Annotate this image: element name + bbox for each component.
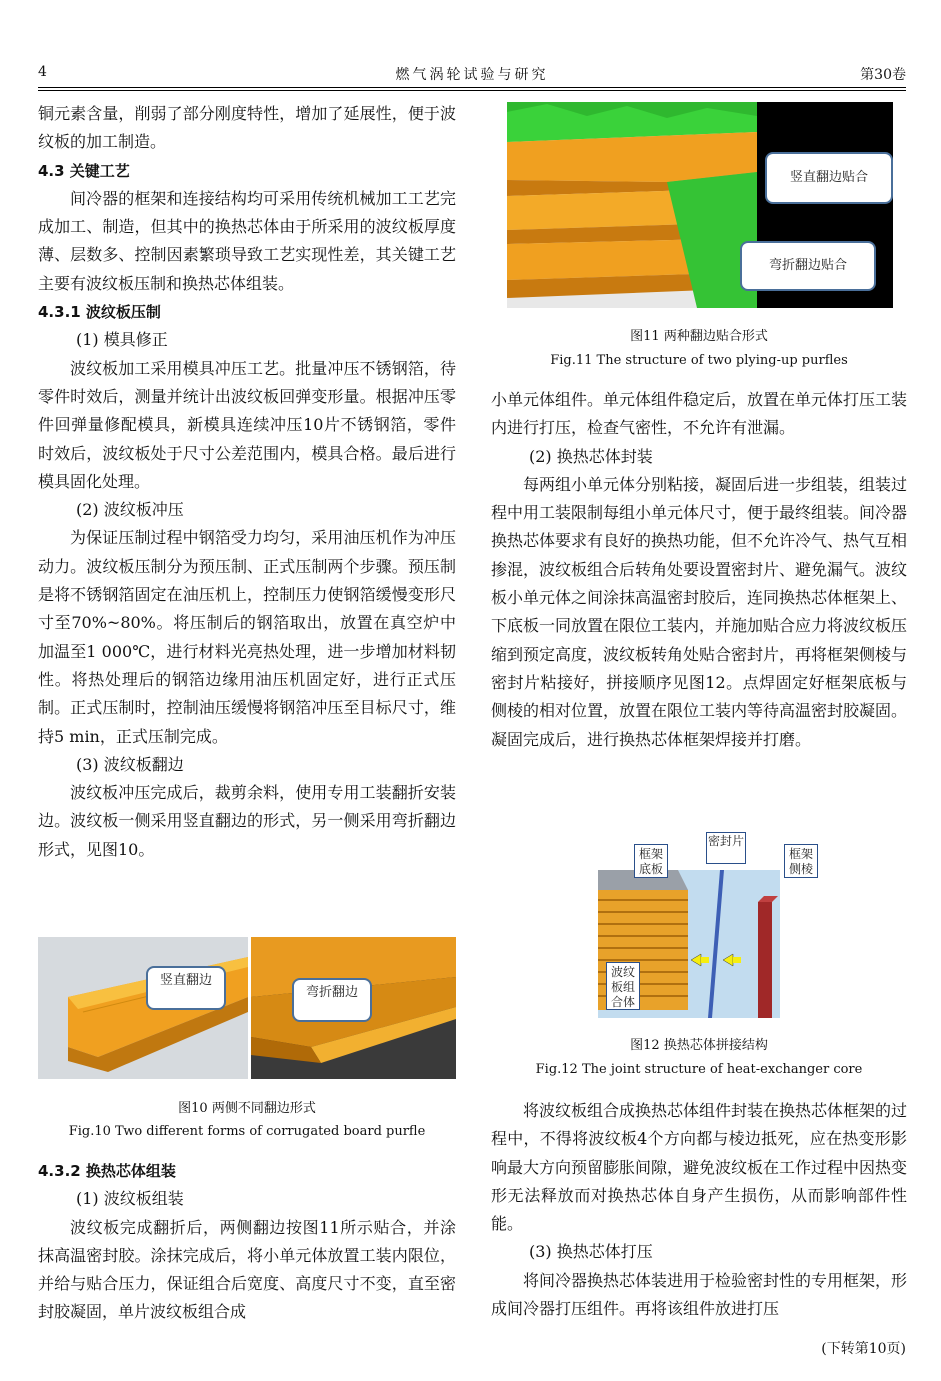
section-heading-4-3-1: 4.3.1 波纹板压制 <box>38 303 161 322</box>
left-column <box>38 100 456 864</box>
subheading-stamping: (2) 波纹板冲压 <box>76 500 184 520</box>
figure-11-caption-en: Fig.11 The structure of two plying-up purfles <box>550 353 848 368</box>
paragraph-4-3: 间冷器的框架和连接结构均可采用传统机械加工工艺完成加工、制造，但其中的换热芯体由于所采用的波纹板厚度薄、层数多、控制因素繁琐导致工艺实现性差，其关键工艺主要有波纹板压制和换热芯体组装。 <box>38 188 456 293</box>
paragraph-mold: 波纹板加工采用模具冲压工艺。批量冲压不锈钢箔，待零件时效后，测量并统计出波纹板回弹变形量。根据冲压零件回弹量修配模具，新模具连续冲压10片不锈钢箔，零件时效后，波纹板处于尺寸公差范围内，模具合格。最后进行模具固化处理。 <box>38 358 456 491</box>
figure-12-label-edge: 框架侧棱 <box>784 844 818 878</box>
figure-10-label-bent-flange: 弯折翻边 <box>292 978 372 1022</box>
paragraph-encapsulation: 每两组小单元体分别粘接，凝固后进一步组装，组装过程中用工装限制每组小单元体尺寸，便于最终组装。间冷器换热芯体要求有良好的换热功能，但不允许冷气、热气互相掺混，波纹板组合后转角处要设置密封片、避免漏气。波纹板小单元体之间涂抹高温密封胶后，连同换热芯体框架上、下底板一同放置在限位工装内，并施加贴合应力将波纹板压缩到预定高度，波纹板转角处贴合密封片，再将框架侧棱与密封片粘接好，拼接顺序见图12。点焊固定好框架底板与侧棱的相对位置，放置在限位工装内等待高温密封胶凝固。凝固完成后，进行换热芯体框架焊接并打磨。 <box>491 474 908 749</box>
figure-12-label-seal: 密封片 <box>706 832 746 864</box>
subheading-flanging: (3) 波纹板翻边 <box>76 754 184 774</box>
figure-10-label-vertical-flange: 竖直翻边 <box>146 966 226 1010</box>
figure-12-caption-cn: 图12 换热芯体拼接结构 <box>630 1038 768 1053</box>
right-column-bottom <box>491 1097 907 1323</box>
paragraph-flanging: 波纹板冲压完成后，裁剪余料，使用专用工装翻折安装边。波纹板一侧采用竖直翻边的形式，另一侧采用弯折翻边形式，见图10。 <box>38 783 456 859</box>
page-number: 4 <box>38 64 47 80</box>
figure-12-label-frame-base: 框架底板 <box>634 844 668 878</box>
paragraph-continued: 小单元体组件。单元体组件稳定后，放置在单元体打压工装内进行打压，检查气密性，不允许有泄漏。 <box>491 390 908 438</box>
figure-11-label-bent: 弯折翻边贴合 <box>740 241 876 291</box>
intro-paragraph: 铜元素含量，削弱了部分刚度特性，增加了延展性，便于波纹板的加工制造。 <box>38 104 456 152</box>
page-header <box>38 64 906 84</box>
subheading-mold: (1) 模具修正 <box>76 330 168 350</box>
figure-11-caption-cn: 图11 两种翻边贴合形式 <box>630 329 768 344</box>
continued-note: (下转第10页) <box>821 1341 906 1357</box>
journal-title: 燃气涡轮试验与研究 <box>395 67 549 83</box>
paragraph-assembly: 波纹板完成翻折后，两侧翻边按图11所示贴合，并涂抹高温密封胶。涂抹完成后，将小单元体放置工装内限位，并给与贴合压力，保证组合后宽度、高度尺寸不变，直至密封胶凝固，单片波纹板组合成 <box>38 1217 456 1322</box>
paragraph-stamping: 为保证压制过程中钢箔受力均匀，采用油压机作为冲压动力。波纹板压制分为预压制、正式压制两个步骤。预压制是将不锈钢箔固定在油压机上，控制压力使钢箔缓慢变形尺寸至70%~80%。将压制后的钢箔取出，放置在真空炉中加温至1 000℃，进行材料光亮热处理，进一步增加材料韧性。将热处理后的钢箔边缘用油压机固定好，进行正式压制。正式压制时，控制油压缓慢将钢箔冲压至目标尺寸，维持5 min，正式压制完成。 <box>38 528 456 746</box>
paragraph-expansion-gap: 将波纹板组合成换热芯体组件封装在换热芯体框架的过程中，不得将波纹板4个方向都与棱边抵死，应在热变形影响最大方向预留膨胀间隙，避免波纹板在工作过程中因热变形无法释放而对换热芯体自身产生损伤，从而影响部件性能。 <box>491 1101 908 1234</box>
volume-label: 第30卷 <box>860 67 906 83</box>
section-heading-4-3: 4.3 关键工艺 <box>38 161 130 180</box>
figure-12-label-assembly: 波纹板组合体 <box>606 962 640 1010</box>
subheading-pressure-test: (3) 换热芯体打压 <box>529 1242 653 1262</box>
subheading-encapsulation: (2) 换热芯体封装 <box>529 446 653 466</box>
figure-11-label-vertical: 竖直翻边贴合 <box>765 152 893 204</box>
figure-12-caption-en: Fig.12 The joint structure of heat-exchanger core <box>535 1062 863 1077</box>
header-rule-top <box>38 87 906 88</box>
right-column <box>491 386 907 754</box>
subheading-assembly: (1) 波纹板组装 <box>76 1189 184 1209</box>
left-column-bottom <box>38 1157 456 1327</box>
header-rule-bottom <box>38 90 906 91</box>
paragraph-pressure-test: 将间冷器换热芯体装进用于检验密封性的专用框架，形成间冷器打压组件。再将该组件放进打压 <box>491 1270 908 1319</box>
figure-10-caption-cn: 图10 两侧不同翻边形式 <box>178 1101 316 1116</box>
section-heading-4-3-2: 4.3.2 换热芯体组装 <box>38 1162 176 1180</box>
figure-10-caption-en: Fig.10 Two different forms of corrugated board purfle <box>68 1124 426 1139</box>
